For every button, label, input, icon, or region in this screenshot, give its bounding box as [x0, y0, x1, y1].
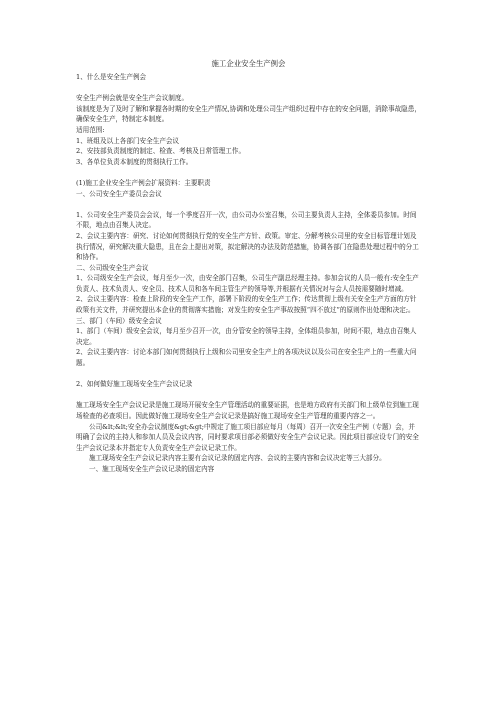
paragraph: 1、班组及以上各部门安全生产会议 — [76, 136, 180, 145]
paragraph: 二、公司级安全生产会议 — [76, 263, 149, 272]
paragraph: 适用范围: — [76, 125, 105, 134]
paragraph: 2、安技部负责制度的制定、检查、考核及日常管理工作。 — [76, 147, 246, 156]
document-body — [76, 72, 421, 475]
paragraph: 1、部门（车间）级安全会议，每月至少召开一次，由分管安全的领导主持，全体组员参加，时间不限，地点由召集人决定。 — [76, 327, 417, 346]
document-title: 施工企业安全生产例会 — [211, 59, 286, 68]
paragraph: 三、部门（车间）级安全会议 — [76, 316, 162, 325]
paragraph-gap — [76, 390, 421, 401]
paragraph: 安全生产例会就是安全生产会议制度。 — [76, 94, 189, 103]
paragraph-gap — [76, 167, 421, 178]
paragraph-gap — [76, 369, 421, 380]
document-page — [76, 58, 421, 475]
paragraph-gap — [76, 83, 421, 94]
paragraph: 一、公司安全生产委员会会议 — [76, 189, 162, 198]
paragraph: 1、什么是安全生产例会 — [76, 73, 147, 81]
paragraph-gap — [76, 199, 421, 210]
paragraph: 施工现场安全生产会议记录内容主要有会议记录的固定内容、会议的主要内容和会议决定等三大部分。 — [89, 454, 386, 463]
paragraph: 该制度是为了及时了解和掌握各时期的安全生产情况,协调和处理公司生产组织过程中存在的安全问题，消除事故隐患，确保安全生产，特制定本制度。 — [76, 104, 421, 124]
paragraph: (1)施工企业安全生产例会扩展资料：主要职责 — [76, 178, 211, 187]
paragraph: 一、施工现场安全生产会议记录的固定内容 — [89, 464, 215, 473]
paragraph: 公司&lt;&lt;安全办会议制度&gt;&gt;中规定了施工项目部应每月（每周）召开一次安全生产例（专题）会，并明确了会议的主持人和参加人员及会议内容，同时要求项目部必须做好安全生产会议记录。因此项目部应设专门的安全生产会议记录本并指定专人负责安全生产会议记录工作。 — [76, 422, 419, 452]
paragraph: 2、如何做好施工现场安全生产会议记录 — [76, 380, 193, 389]
paragraph: 1、公司级安全生产会议，每月至少一次，由安全部门召集，公司生产副总经理主持。参加会议的人员一般有:安全生产负责人、技术负责人、安全员、技术人员和各车间主管生产的领导等,并根据有关情况对与会人员按需要随时增减。 — [76, 274, 419, 293]
paragraph: 3、各单位负责本制度的贯彻执行工作。 — [76, 157, 193, 166]
paragraph: 施工现场安全生产会议记录是施工现场开展安全生产管理活动的重要证据，也是地方政府有关部门和上级单位到施工现场检查的必查项目。因此做好施工现场安全生产会议记录是搞好施工现场安全生产管理的重要内容之一。 — [76, 401, 419, 420]
paragraph: 2、会议主要内容：讨论本部门如何贯彻执行上级和公司里安全生产上的各项决议以及公司在安全生产上的一些重大问题。 — [76, 348, 417, 368]
paragraph: 2、会议主要内容：研究、讨论如何贯彻执行党的安全生产方针、政策。审定、分解考核公司里的安全目标管理计划及执行情况，研究解决重大隐患，且在会上提出对策，拟定解决的办法及防范措施，协调各部门在隐患处理过程中的分工和协作。 — [76, 231, 419, 262]
paragraph: 2、会议主要内容：检查上阶段的安全生产工作，部署下阶段的安全生产工作；传达贯彻上级有关安全生产方面的方针政策有关文件，并研究提出本企业的贯彻落实措施；对发生的安全生产事故按照“四不放过”的原则作出处理和决定;。 — [76, 295, 417, 315]
paragraph: 1、公司安全生产委员会会议，每一个季度召开一次，由公司办公室召集，公司主要负责人主持，全体委员参加。时间不限，地点由召集人决定。 — [76, 210, 417, 230]
